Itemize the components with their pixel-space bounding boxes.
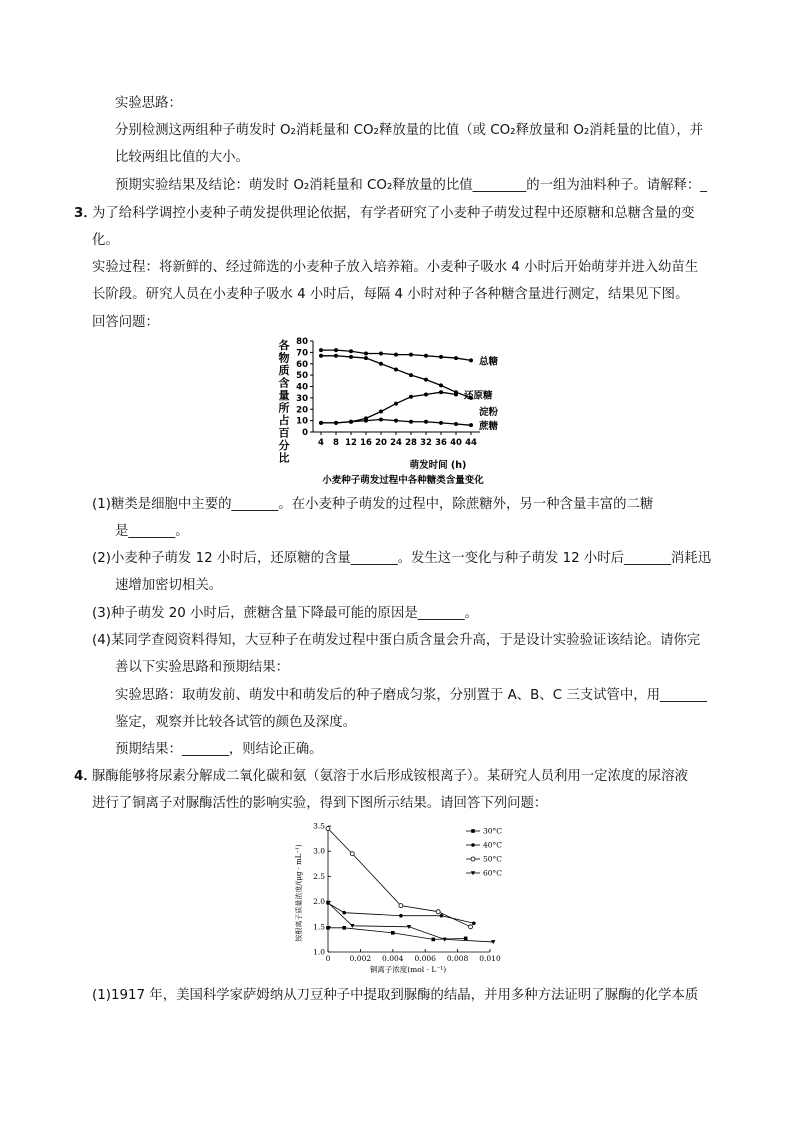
x-tick-label: 0.002 [349,954,372,963]
q3-stem: 为了给科学调控小麦种子萌发提供理论依据，有学者研究了小麦种子萌发过程中还原糖和总糖含量的变 [92,206,695,221]
urease-activity-chart [290,818,520,978]
data-point [319,354,323,358]
legend-label: 50°C [483,854,503,864]
q3-process-cont: 长阶段。研究人员在小麦种子吸水 4 小时后，每隔 4 小时对种子各种糖含量进行测定，结果见下图。 [92,287,689,302]
y-label-char: 比 [278,451,290,465]
data-point [469,423,473,427]
data-point [319,421,323,425]
x-axis-label: 铜离子浓度(mol · L⁻¹) [369,965,447,974]
x-tick-label: 4 [318,438,324,448]
data-point [394,353,398,357]
data-point [424,420,428,424]
data-point [471,843,475,847]
data-point [409,420,413,424]
data-point [394,367,398,371]
y-tick-label: 40 [296,382,308,393]
q3-sub4: (4)某同学查阅资料得知，大豆种子在萌发过程中蛋白质含量会升高，于是设计实验验证该结论。请你完 [92,633,701,648]
x-tick-label: 0 [325,954,331,963]
x-tick-label: 24 [390,438,402,448]
y-tick-label: 3.5 [313,821,325,831]
data-point [349,420,353,424]
data-point [364,419,368,423]
y-label-char: 所 [278,401,290,415]
q3-sub4-idea: 实验思路：取萌发前、萌发中和萌发后的种子磨成匀浆，分别置于 A、B、C 三支试管中，用_______ [115,688,707,703]
data-point [471,857,475,861]
q2-result-text: 预期实验结果及结论：萌发时 O₂消耗量和 CO₂释放量的比值________的一组为油料种子。请解释：_ [115,178,707,193]
y-tick-label: 10 [296,416,308,427]
q4-number: 4． [74,769,97,784]
y-tick-label: 3.0 [313,846,325,856]
data-point [364,352,368,356]
legend-label: 40°C [483,840,503,850]
data-point [364,356,368,360]
data-point [464,937,468,941]
series-line-50°C [328,829,471,927]
q3-sub1-cont: 是_______。 [115,524,189,539]
data-point [394,419,398,423]
y-tick-label: 1.0 [313,947,325,957]
data-point [379,410,383,414]
data-point [334,354,338,358]
data-point [432,938,436,942]
q3-sub2-cont: 速增加密切相关。 [115,578,223,593]
q3-sub4-cont: 善以下实验思路和预期结果： [115,660,290,675]
data-point [424,378,428,382]
y-tick-label: 60 [296,359,308,370]
y-label-char: 占 [278,414,290,427]
x-tick-label: 8 [333,438,339,448]
data-point [439,390,443,394]
data-point [326,827,330,831]
data-point [469,925,473,929]
y-label-char: 各 [278,339,290,352]
y-axis-label [279,338,291,465]
y-tick-label: 70 [296,348,308,359]
data-point [349,349,353,353]
data-point [409,373,413,377]
y-tick-label: 30 [296,393,308,404]
data-point [379,417,383,421]
data-point [424,392,428,396]
y-label-char: 含 [278,376,290,390]
q4-stem-cont: 进行了铜离子对脲酶活性的影响实验，得到下图所示结果。请回答下列问题： [92,796,548,811]
data-point [326,926,330,930]
q3-prompt: 回答问题： [92,315,159,330]
series-label: 蔗糖 [479,421,499,433]
q2-idea-text-cont: 比较两组比值的大小。 [115,150,249,165]
data-point [439,383,443,387]
y-tick-label: 0 [302,428,308,438]
x-tick-label: 32 [420,438,432,448]
x-axis-label: 萌发时间 (h) [409,460,467,471]
q3-process: 实验过程：将新鲜的、经过筛选的小麦种子放入培养箱。小麦种子吸水 4 小时后开始萌芽并进入幼苗生 [92,260,699,275]
q3-sub1: (1)糖类是细胞中主要的_______。在小麦种子萌发的过程中，除蔗糖外，另一种含量丰富的二糖 [92,497,654,512]
data-point [334,348,338,352]
series-line-淀粉 [321,356,471,398]
q3-sub3: (3)种子萌发 20 小时后，蔗糖含量下降最可能的原因是_______。 [92,606,478,621]
data-point [469,358,473,362]
data-point [349,355,353,359]
y-label-char: 分 [278,439,290,452]
x-tick-label: 0.010 [479,954,501,963]
data-point [379,362,383,366]
q4-stem: 脲酶能够将尿素分解成二氧化碳和氨（氨溶于水后形成铵根离子）。某研究人员利用一定浓度的尿溶液 [92,769,688,784]
x-tick-label: 44 [465,438,477,448]
legend-label: 30°C [483,826,503,836]
data-point [454,422,458,426]
data-point [409,353,413,357]
y-label-char: 量 [278,389,290,402]
data-point [394,402,398,406]
q3-sub2: (2)小麦种子萌发 12 小时后，还原糖的含量_______。发生这一变化与种子萌发 12 小时后_______消耗迅 [92,551,712,566]
x-tick-label: 0.006 [414,954,436,963]
data-point [439,421,443,425]
series-label: 总糖 [479,356,499,368]
y-axis-label: 铵根离子质量浓度/(μg · mL⁻¹) [295,844,303,942]
x-tick-label: 0.004 [382,954,404,963]
data-point [391,931,395,935]
data-point [472,921,476,925]
y-tick-label: 20 [296,405,308,416]
y-tick-label: 2.0 [313,897,325,907]
q2-idea-text: 分别检测这两组种子萌发时 O₂消耗量和 CO₂释放量的比值（或 CO₂释放量和 O₂消耗量的比值），并 [115,123,704,138]
data-point [424,354,428,358]
q2-idea-label: 实验思路： [115,96,182,111]
data-point [454,392,458,396]
y-tick-label: 1.5 [313,922,325,932]
data-point [409,395,413,399]
q3-stem-cont: 化。 [92,233,119,248]
data-point [379,352,383,356]
data-point [454,356,458,360]
data-point [399,904,403,908]
y-tick-label: 50 [296,371,308,382]
y-tick-label: 2.5 [313,871,325,881]
data-point [471,829,475,833]
x-tick-label: 20 [375,438,387,448]
x-tick-label: 0.008 [446,954,469,963]
y-label-char: 质 [278,364,290,377]
data-point [342,911,346,915]
x-tick-label: 36 [435,438,447,448]
series-label: 淀粉 [479,406,499,418]
q3-sub4-result: 预期结果：_______，则结论正确。 [115,742,323,757]
data-point [334,421,338,425]
x-tick-label: 40 [450,438,462,448]
y-tick-label: 80 [296,337,308,347]
data-point [342,926,346,930]
data-point [436,910,440,914]
data-point [319,348,323,352]
legend-label: 60°C [483,868,503,878]
data-point [399,914,403,918]
y-label-char: 百 [278,426,290,440]
sugar-content-chart [270,335,530,490]
y-label-char: 物 [278,351,290,365]
q3-number: 3． [74,206,97,221]
data-point [439,355,443,359]
x-tick-label: 16 [360,438,372,448]
q4-sub1: (1)1917 年，美国科学家萨姆纳从刀豆种子中提取到脲酶的结晶，并用多种方法证明了脲酶的化学本质 [92,988,699,1003]
series-line-还原糖 [321,392,456,423]
series-label: 还原糖 [464,390,493,402]
data-point [350,852,354,856]
q3-sub4-idea-cont: 鉴定，观察并比较各试管的颜色及深度。 [115,715,357,730]
x-tick-label: 28 [405,438,417,448]
data-point [440,914,444,918]
x-tick-label: 12 [345,438,357,448]
chart-title: 小麦种子萌发过程中各种糖类含量变化 [322,475,484,486]
